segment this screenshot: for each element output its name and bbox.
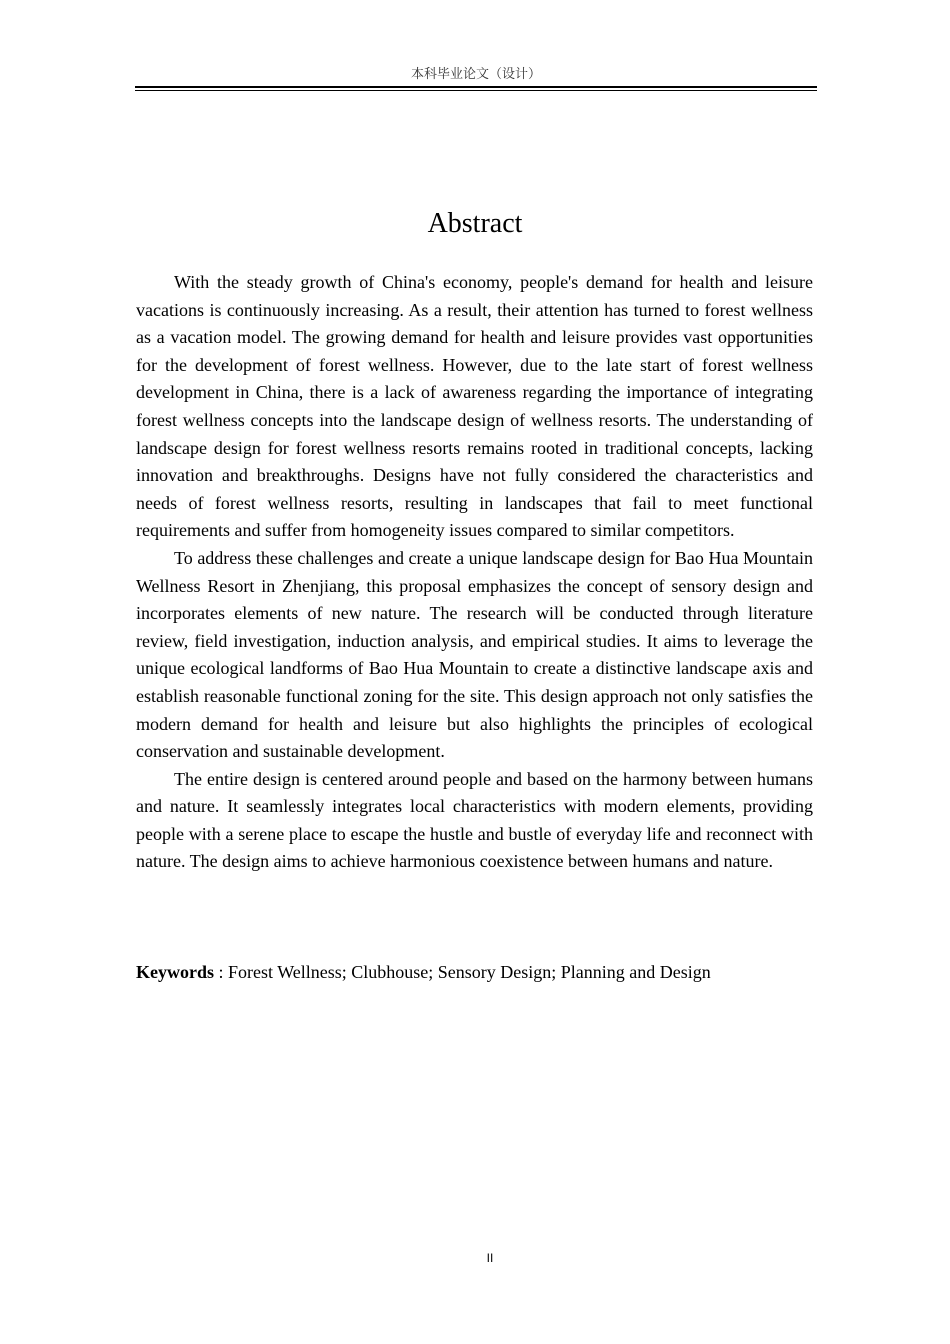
keywords-line [136,959,813,986]
keywords-value: Forest Wellness; Clubhouse; Sensory Design; Planning and Design [228,962,711,982]
page-number: II [486,1251,494,1265]
abstract-body [136,269,813,876]
header-rule-thin [135,90,817,91]
abstract-paragraph-1: With the steady growth of China's economy, people's demand for health and leisure vacations is continuously increasing. As a result, their attention has turned to forest wellness as a vacation model. The growing demand for health and leisure provides vast opportunities for the development of forest wellness. However, due to the late start of forest wellness development in China, there is a lack of awareness regarding the importance of integrating forest wellness concepts into the landscape design of wellness resorts. The understanding of landscape design for forest wellness resorts remains rooted in traditional concepts, lacking innovation and breakthroughs. Designs have not fully considered the characteristics and needs of forest wellness resorts, resulting in landscapes that fail to meet functional requirements and suffer from homogeneity issues compared to similar competitors. [136,272,813,541]
abstract-paragraph-3: The entire design is centered around people and based on the harmony between humans and nature. It seamlessly integrates local characteristics with modern elements, providing people with a serene place to escape the hustle and bustle of everyday life and reconnect with nature. The design aims to achieve harmonious coexistence between humans and nature. [136,768,813,872]
running-header: 本科毕业论文（设计） [410,67,541,82]
abstract-title: Abstract [427,208,523,239]
header-rule-thick [135,86,817,88]
keywords-separator: : [214,962,229,982]
abstract-paragraph-2: To address these challenges and create a unique landscape design for Bao Hua Mountain Wellness Resort in Zhenjiang, this proposal emphasizes the concept of sensory design and incorporates elements of new nature. The research will be conducted through literature review, field investigation, induction analysis, and empirical studies. It aims to leverage the unique ecological landforms of Bao Hua Mountain to create a distinctive landscape axis and establish reasonable functional zoning for the site. This design approach not only satisfies the modern demand for health and leisure but also highlights the principles of ecological conservation and sustainable development. [136,547,813,762]
keywords-label: Keywords [136,962,214,982]
